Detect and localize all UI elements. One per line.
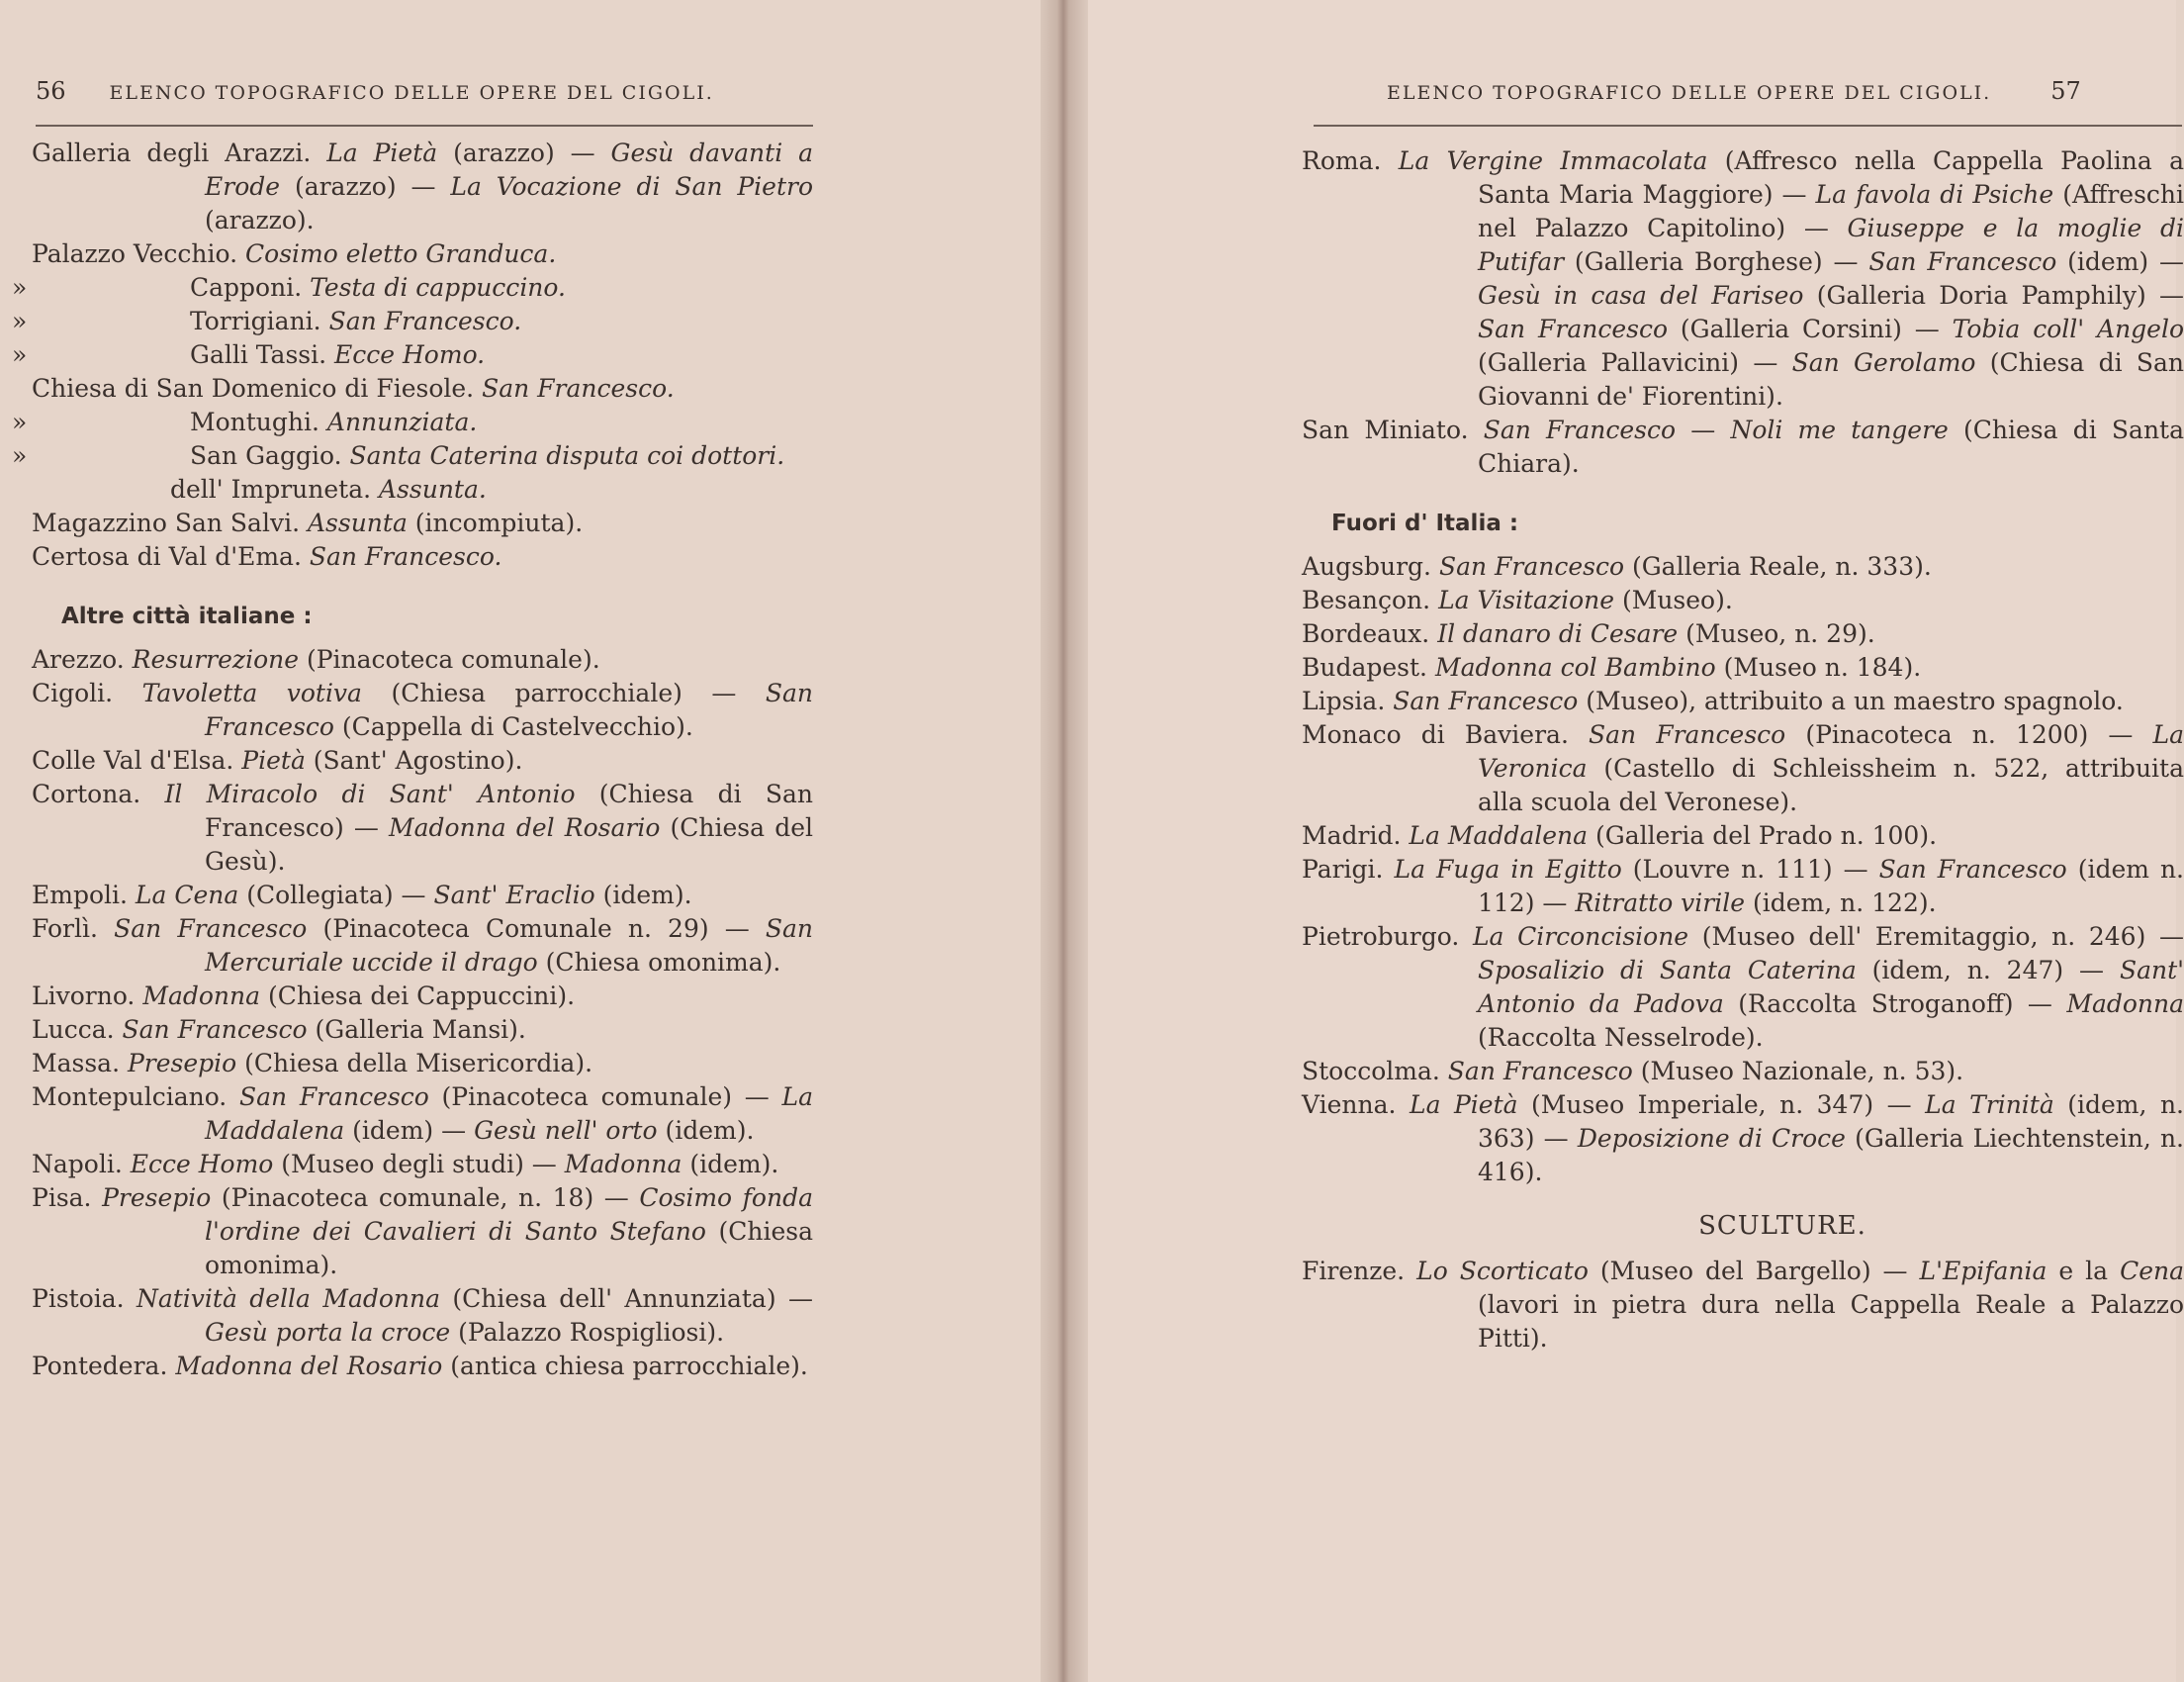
ditto-mark: » xyxy=(12,408,28,436)
location-name: Parigi. xyxy=(1302,855,1384,884)
location-name: Madrid. xyxy=(1302,821,1402,850)
location-name: San Miniato. xyxy=(1302,416,1469,444)
works-description: La Circoncisione (Museo dell' Eremitaggio, n. 246) — Sposalizio di Santa Caterina (idem, n. 247) — Sant' Antonio da Padova (Raccolta Stroganoff) — Madonna (Raccolta Nesselrode). xyxy=(1472,922,2184,1052)
works-description: Pietà (Sant' Agostino). xyxy=(241,746,523,775)
list-item xyxy=(12,439,813,473)
location-name: San Gaggio. xyxy=(190,441,342,470)
list-item xyxy=(32,540,813,574)
list-item xyxy=(32,677,813,744)
list-item xyxy=(12,305,813,338)
list-item xyxy=(32,473,813,507)
list-item xyxy=(1302,584,2184,617)
location-name: Galli Tassi. xyxy=(190,340,327,369)
left-header-rule xyxy=(36,125,813,127)
list-item xyxy=(32,912,813,980)
location-name: Certosa di Val d'Ema. xyxy=(32,542,302,571)
location-name: Forlì. xyxy=(32,914,98,943)
works-description: Assunta. xyxy=(379,475,487,504)
works-description: San Francesco (Museo), attribuito a un maestro spagnolo. xyxy=(1393,687,2124,715)
location-name: Magazzino San Salvi. xyxy=(32,509,301,537)
list-item xyxy=(32,643,813,677)
location-name: Budapest. xyxy=(1302,653,1428,682)
works-description: San Francesco. xyxy=(482,374,675,403)
florence-list xyxy=(12,137,813,574)
works-description: San Francesco (Galleria Reale, n. 333). xyxy=(1438,552,1932,581)
works-description: Il danaro di Cesare (Museo, n. 29). xyxy=(1437,619,1875,648)
location-name: Pisa. xyxy=(32,1183,92,1212)
location-name: Empoli. xyxy=(32,881,128,909)
works-description: San Francesco. xyxy=(309,542,502,571)
location-name: Arezzo. xyxy=(32,645,125,674)
works-description: Tavoletta votiva (Chiesa parrocchiale) — San Francesco (Cappella di Castelvecchio). xyxy=(141,679,813,741)
list-item xyxy=(1302,819,2184,853)
section-heading-fuori-italia: Fuori d' Italia : xyxy=(1331,511,1519,536)
ditto-mark: » xyxy=(12,441,28,470)
works-description: La Maddalena (Galleria del Prado n. 100). xyxy=(1409,821,1938,850)
works-description: Resurrezione (Pinacoteca comunale). xyxy=(132,645,600,674)
list-item xyxy=(1302,651,2184,685)
works-description: La Pietà (Museo Imperiale, n. 347) — La Trinità (idem, n. 363) — Deposizione di Croce (Galleria Liechtenstein, n. 416). xyxy=(1409,1090,2184,1186)
ditto-mark: » xyxy=(12,307,28,335)
list-item xyxy=(1302,144,2184,414)
location-name: Lucca. xyxy=(32,1015,115,1044)
works-description: Ecce Homo. xyxy=(334,340,486,369)
location-name: Chiesa di San Domenico di Fiesole. xyxy=(32,374,475,403)
location-name: Vienna. xyxy=(1302,1090,1397,1119)
list-item xyxy=(12,338,813,372)
location-name: Livorno. xyxy=(32,981,136,1010)
location-name: Pontedera. xyxy=(32,1352,168,1380)
right-running-head xyxy=(1387,77,2081,105)
list-item xyxy=(1302,1255,2184,1355)
section-heading-sculture: SCULTURE. xyxy=(1698,1211,1866,1241)
works-description: Santa Caterina disputa coi dottori. xyxy=(349,441,785,470)
works-description: San Francesco (Pinacoteca Comunale n. 29) — San Mercuriale uccide il drago (Chiesa omonima). xyxy=(114,914,814,977)
works-description: Madonna del Rosario (antica chiesa parrocchiale). xyxy=(175,1352,808,1380)
location-name: Palazzo Vecchio. xyxy=(32,239,238,268)
location-name: dell' Impruneta. xyxy=(170,475,372,504)
left-page xyxy=(0,0,1041,1682)
ditto-mark xyxy=(140,473,170,507)
right-header-rule xyxy=(1314,125,2182,127)
list-item xyxy=(1302,1088,2184,1189)
ditto-mark: » xyxy=(12,340,28,369)
works-description: San Francesco (Pinacoteca n. 1200) — La Veronica (Castello di Schleissheim n. 522, attribuita alla scuola del Veronese). xyxy=(1478,720,2184,816)
works-description: Madonna col Bambino (Museo n. 184). xyxy=(1434,653,1922,682)
location-name: Capponi. xyxy=(190,273,303,302)
list-item xyxy=(32,879,813,912)
location-name: Cortona. xyxy=(32,780,141,808)
works-description: La Pietà (arazzo) — Gesù davanti a Erode (arazzo) — La Vocazione di San Pietro (arazzo). xyxy=(205,139,813,234)
location-name: Augsburg. xyxy=(1302,552,1431,581)
list-item xyxy=(1302,414,2184,481)
works-description: La Fuga in Egitto (Louvre n. 111) — San Francesco (idem n. 112) — Ritratto virile (idem, n. 122). xyxy=(1394,855,2184,917)
list-item xyxy=(32,778,813,879)
works-description: La Visitazione (Museo). xyxy=(1438,586,1733,614)
book-gutter xyxy=(1041,0,1088,1682)
foreign-list xyxy=(1302,550,2184,1189)
list-item xyxy=(32,1350,813,1383)
location-name: Bordeaux. xyxy=(1302,619,1430,648)
list-item xyxy=(1302,853,2184,920)
right-page-number: 57 xyxy=(2050,77,2081,105)
list-item xyxy=(1302,617,2184,651)
left-running-title: ELENCO TOPOGRAFICO DELLE OPERE DEL CIGOLI. xyxy=(109,82,714,104)
list-item xyxy=(1302,718,2184,819)
location-name: Napoli. xyxy=(32,1150,123,1178)
right-running-title: ELENCO TOPOGRAFICO DELLE OPERE DEL CIGOLI. xyxy=(1387,82,1992,104)
works-description: Madonna (Chiesa dei Cappuccini). xyxy=(142,981,576,1010)
location-name: Lipsia. xyxy=(1302,687,1386,715)
works-description: La Vergine Immacolata (Affresco nella Cappella Paolina a Santa Maria Maggiore) — La favola di Psiche (Affreschi nel Palazzo Capitolino) — Giuseppe e la moglie di Putifar (Galleria Borghese) — San Francesco (idem) — Gesù in casa del Fariseo (Galleria Doria Pamphily) — San Francesco (Galleria Corsini) — Tobia coll' Angelo (Galleria Pallavicini) — San Gerolamo (Chiesa di San Giovanni de' Fiorentini). xyxy=(1398,146,2184,411)
works-description: Natività della Madonna (Chiesa dell' Annunziata) — Gesù porta la croce (Palazzo Rospigliosi). xyxy=(136,1284,813,1347)
list-item xyxy=(1302,920,2184,1055)
works-description: Presepio (Pinacoteca comunale, n. 18) — Cosimo fonda l'ordine dei Cavalieri di Santo Stefano (Chiesa omonima). xyxy=(102,1183,813,1279)
list-item xyxy=(32,1148,813,1181)
location-name: Pietroburgo. xyxy=(1302,922,1460,951)
works-description: Il Miracolo di Sant' Antonio (Chiesa di San Francesco) — Madonna del Rosario (Chiesa del Gesù). xyxy=(164,780,813,876)
left-running-head xyxy=(36,77,714,105)
location-name: Pistoia. xyxy=(32,1284,125,1313)
location-name: Cigoli. xyxy=(32,679,114,707)
list-item xyxy=(32,1080,813,1148)
section-heading-altre-citta: Altre città italiane : xyxy=(61,604,313,629)
list-item xyxy=(12,271,813,305)
location-name: Montepulciano. xyxy=(32,1082,228,1111)
location-name: Roma. xyxy=(1302,146,1382,175)
list-item xyxy=(1302,685,2184,718)
list-item xyxy=(32,507,813,540)
works-description: Annunziata. xyxy=(326,408,478,436)
italy-continued-list xyxy=(1302,144,2184,481)
works-description: Cosimo eletto Granduca. xyxy=(245,239,557,268)
location-name: Colle Val d'Elsa. xyxy=(32,746,234,775)
right-column xyxy=(1302,144,2184,1355)
list-item xyxy=(32,1282,813,1350)
works-description: Testa di cappuccino. xyxy=(310,273,566,302)
works-description: San Francesco (Pinacoteca comunale) — La Maddalena (idem) — Gesù nell' orto (idem). xyxy=(205,1082,814,1145)
location-name: Galleria degli Arazzi. xyxy=(32,139,312,167)
right-page xyxy=(1088,0,2184,1682)
works-description: Ecce Homo (Museo degli studi) — Madonna (idem). xyxy=(130,1150,779,1178)
list-item xyxy=(12,406,813,439)
left-column xyxy=(12,137,814,1383)
list-item xyxy=(32,1013,813,1047)
list-item xyxy=(32,1181,813,1282)
works-description: Assunta (incompiuta). xyxy=(307,509,584,537)
left-page-number: 56 xyxy=(36,77,66,105)
location-name: Montughi. xyxy=(190,408,319,436)
ditto-mark: » xyxy=(12,273,28,302)
location-name: Firenze. xyxy=(1302,1257,1406,1285)
other-cities-list xyxy=(32,643,813,1383)
list-item xyxy=(32,1047,813,1080)
location-name: Stoccolma. xyxy=(1302,1057,1440,1085)
list-item xyxy=(1302,1055,2184,1088)
works-description: La Cena (Collegiata) — Sant' Eraclio (idem). xyxy=(135,881,692,909)
list-item xyxy=(32,137,813,237)
list-item xyxy=(1302,550,2184,584)
works-description: San Francesco — Noli me tangere (Chiesa di Santa Chiara). xyxy=(1478,416,2184,478)
list-item xyxy=(32,744,813,778)
location-name: Besançon. xyxy=(1302,586,1431,614)
list-item xyxy=(32,237,813,271)
works-description: San Francesco. xyxy=(328,307,522,335)
works-description: Presepio (Chiesa della Misericordia). xyxy=(127,1049,593,1077)
list-item xyxy=(32,980,813,1013)
works-description: San Francesco (Galleria Mansi). xyxy=(122,1015,526,1044)
sculpture-list xyxy=(1302,1255,2184,1355)
location-name: Monaco di Baviera. xyxy=(1302,720,1569,749)
works-description: San Francesco (Museo Nazionale, n. 53). xyxy=(1447,1057,1964,1085)
works-description: Lo Scorticato (Museo del Bargello) — L'Epifania e la Cena (lavori in pietra dura nella Cappella Reale a Palazzo Pitti). xyxy=(1416,1257,2184,1353)
location-name: Torrigiani. xyxy=(190,307,321,335)
location-name: Massa. xyxy=(32,1049,121,1077)
list-item xyxy=(32,372,813,406)
